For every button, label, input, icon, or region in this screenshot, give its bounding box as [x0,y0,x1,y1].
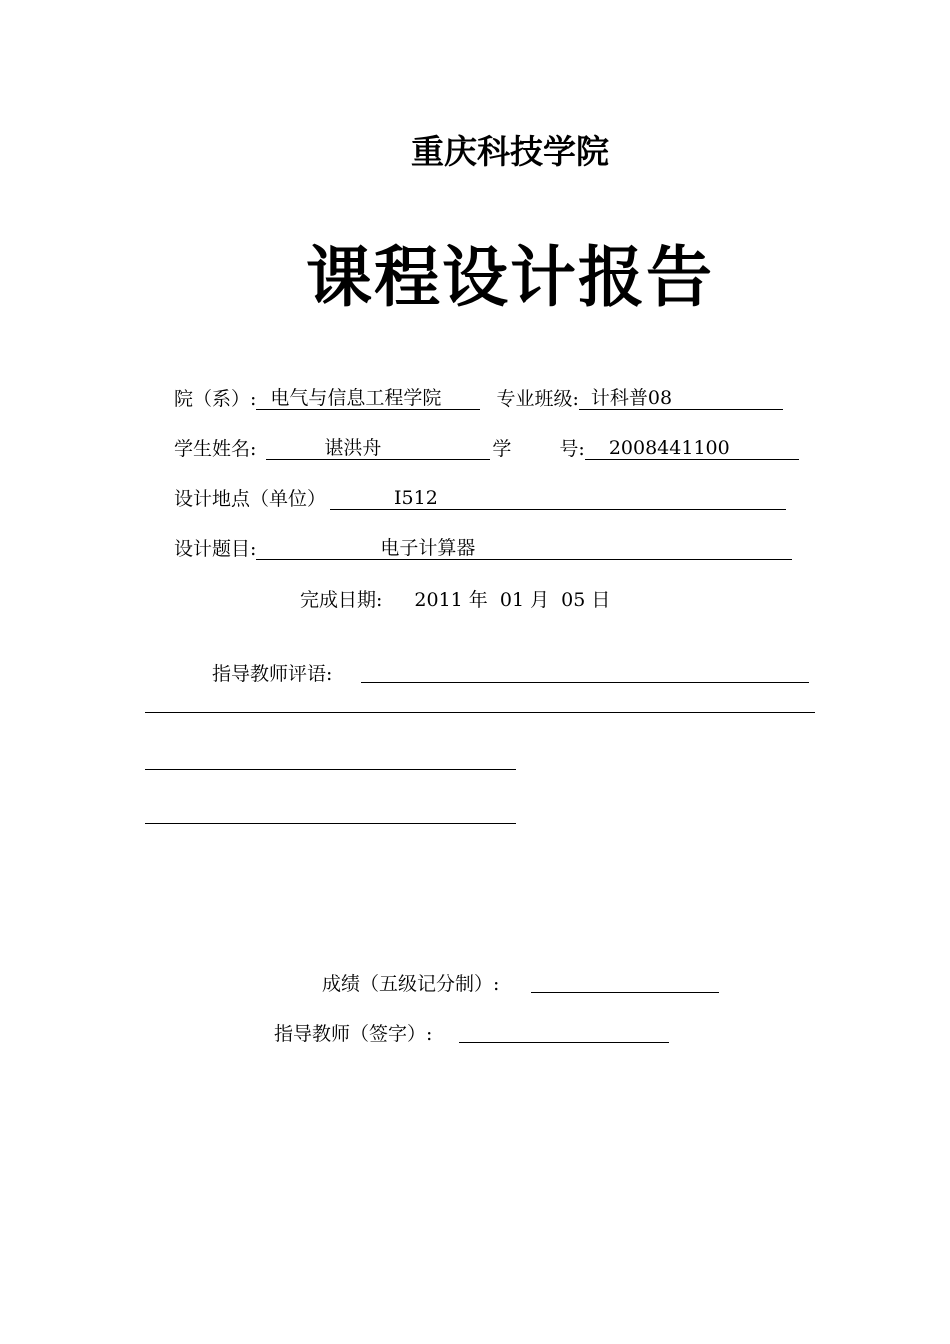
school-name: 重庆科技学院 [411,132,609,171]
topic-field [256,536,792,560]
date-value: 2011 年 01 月 05 日 [414,589,611,611]
topic-label: 设计题目: [174,538,257,560]
major-value: 计科普08 [590,387,673,409]
topic-value: 电子计算器 [380,537,476,559]
department-label: 院（系）: [174,388,257,410]
student-name-field [266,436,490,460]
department-row [174,386,783,412]
location-field [330,486,786,510]
signature-label: 指导教师（签字）: [274,1023,433,1045]
comment-label: 指导教师评语: [212,663,333,685]
grade-line [531,992,719,993]
date-row [300,587,610,613]
student-id-value: 2008441100 [608,437,730,459]
student-id-label-2: 号: [559,438,585,460]
student-row [174,436,799,462]
date-label: 完成日期: [300,589,383,611]
location-value: I512 [394,487,438,509]
major-field [579,386,783,410]
department-value: 电气与信息工程学院 [270,387,442,409]
report-title: 课程设计报告 [306,239,714,316]
major-label: 专业班级: [496,388,579,410]
signature-line [459,1042,669,1043]
comment-line-3 [145,769,516,770]
topic-row [174,536,792,562]
student-name-label: 学生姓名: [174,438,257,460]
student-name-value: 谌洪舟 [324,437,382,459]
student-id-label-1: 学 [492,438,512,460]
comment-line-2 [145,712,815,713]
comment-line-1 [361,682,809,683]
location-label: 设计地点（单位） [174,488,327,510]
location-row [174,486,786,512]
grade-label: 成绩（五级记分制）: [322,973,500,995]
student-id-field [585,436,799,460]
comment-line-4 [145,823,516,824]
department-field [256,386,480,410]
